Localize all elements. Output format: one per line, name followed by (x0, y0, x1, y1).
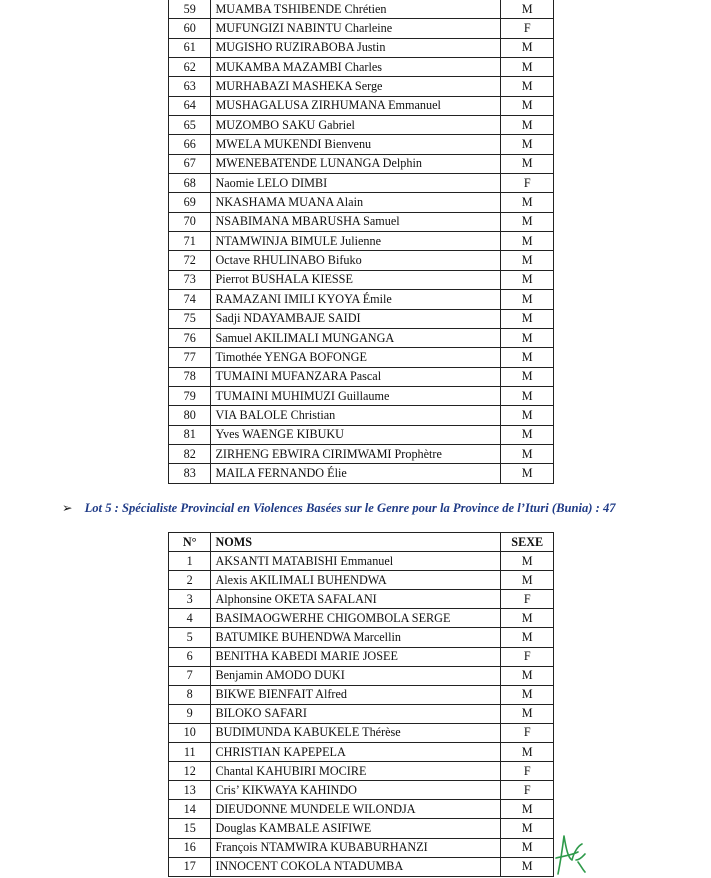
row-name: NSABIMANA MBARUSHA Samuel (211, 212, 501, 231)
row-name: RAMAZANI IMILI KYOYA Émile (211, 290, 501, 309)
row-sex: M (501, 270, 554, 289)
row-sex: M (501, 819, 554, 838)
row-name: Benjamin AMODO DUKI (211, 666, 501, 685)
table-row (169, 328, 554, 347)
row-name: MUSHAGALUSA ZIRHUMANA Emmanuel (211, 96, 501, 115)
row-sex: M (501, 58, 554, 77)
row-sex: M (501, 406, 554, 425)
row-name: VIA BALOLE Christian (211, 406, 501, 425)
row-number: 16 (169, 838, 211, 857)
row-number: 68 (169, 174, 211, 193)
table-row (169, 781, 554, 800)
row-sex: M (501, 685, 554, 704)
row-number: 13 (169, 781, 211, 800)
table-row (169, 348, 554, 367)
row-sex: M (501, 838, 554, 857)
table-row (169, 743, 554, 762)
row-name: Alphonsine OKETA SAFALANI (211, 590, 501, 609)
row-number: 60 (169, 19, 211, 38)
row-name: MAILA FERNANDO Élie (211, 464, 501, 483)
row-sex: F (501, 590, 554, 609)
row-number: 82 (169, 444, 211, 463)
table-row (169, 444, 554, 463)
row-sex: F (501, 723, 554, 742)
row-number: 8 (169, 685, 211, 704)
row-name: Sadji NDAYAMBAJE SAIDI (211, 309, 501, 328)
row-sex: F (501, 174, 554, 193)
table-row (169, 464, 554, 483)
row-number: 70 (169, 212, 211, 231)
table-row (169, 116, 554, 135)
row-number: 77 (169, 348, 211, 367)
row-name: Octave RHULINABO Bifuko (211, 251, 501, 270)
row-name: MUGISHO RUZIRABOBA Justin (211, 38, 501, 57)
table-row (169, 77, 554, 96)
row-name: DIEUDONNE MUNDELE WILONDJA (211, 800, 501, 819)
row-number: 3 (169, 590, 211, 609)
row-sex: M (501, 666, 554, 685)
row-number: 79 (169, 386, 211, 405)
table-row (169, 819, 554, 838)
table-row (169, 19, 554, 38)
row-number: 66 (169, 135, 211, 154)
row-sex: M (501, 571, 554, 590)
row-sex: F (501, 762, 554, 781)
table-row (169, 251, 554, 270)
row-name: CHRISTIAN KAPEPELA (211, 743, 501, 762)
row-sex: M (501, 444, 554, 463)
row-number: 67 (169, 154, 211, 173)
row-name: Naomie LELO DIMBI (211, 174, 501, 193)
row-name: INNOCENT COKOLA NTADUMBA (211, 857, 501, 876)
table-row (169, 0, 554, 19)
row-number: 7 (169, 666, 211, 685)
row-name: TUMAINI MUFANZARA Pascal (211, 367, 501, 386)
row-number: 81 (169, 425, 211, 444)
row-name: MUFUNGIZI NABINTU Charleine (211, 19, 501, 38)
table-row (169, 704, 554, 723)
row-name: MUAMBA TSHIBENDE Chrétien (211, 0, 501, 19)
row-number: 80 (169, 406, 211, 425)
row-sex: M (501, 135, 554, 154)
row-name: BUDIMUNDA KABUKELE Thérèse (211, 723, 501, 742)
table-row (169, 290, 554, 309)
row-name: MWENEBATENDE LUNANGA Delphin (211, 154, 501, 173)
table-row (169, 96, 554, 115)
row-name: Pierrot BUSHALA KIESSE (211, 270, 501, 289)
table-row (169, 666, 554, 685)
row-name: ZIRHENG EBWIRA CIRIMWAMI Prophètre (211, 444, 501, 463)
row-sex: M (501, 609, 554, 628)
lot5-section-heading (62, 500, 702, 516)
row-number: 78 (169, 367, 211, 386)
table-row (169, 723, 554, 742)
row-sex: M (501, 96, 554, 115)
table-row (169, 212, 554, 231)
row-name: Samuel AKILIMALI MUNGANGA (211, 328, 501, 347)
row-sex: M (501, 857, 554, 876)
row-sex: M (501, 348, 554, 367)
header-number: N° (169, 533, 211, 552)
row-sex: M (501, 0, 554, 19)
table-row (169, 193, 554, 212)
table-row (169, 174, 554, 193)
handwritten-signature (552, 830, 588, 876)
row-name: BIKWE BIENFAIT Alfred (211, 685, 501, 704)
row-number: 12 (169, 762, 211, 781)
row-name: MUZOMBO SAKU Gabriel (211, 116, 501, 135)
row-number: 14 (169, 800, 211, 819)
row-number: 76 (169, 328, 211, 347)
row-sex: M (501, 309, 554, 328)
row-name: BENITHA KABEDI MARIE JOSEE (211, 647, 501, 666)
row-number: 83 (169, 464, 211, 483)
row-name: Douglas KAMBALE ASIFIWE (211, 819, 501, 838)
row-number: 65 (169, 116, 211, 135)
table-row (169, 270, 554, 289)
table-row (169, 647, 554, 666)
row-name: MUKAMBA MAZAMBI Charles (211, 58, 501, 77)
table-row (169, 571, 554, 590)
row-name: Alexis AKILIMALI BUHENDWA (211, 571, 501, 590)
row-number: 64 (169, 96, 211, 115)
row-sex: F (501, 19, 554, 38)
row-name: François NTAMWIRA KUBABURHANZI (211, 838, 501, 857)
row-number: 9 (169, 704, 211, 723)
row-sex: M (501, 116, 554, 135)
row-sex: M (501, 154, 554, 173)
row-number: 62 (169, 58, 211, 77)
row-name: NTAMWINJA BIMULE Julienne (211, 232, 501, 251)
table-row (169, 857, 554, 876)
row-name: MURHABAZI MASHEKA Serge (211, 77, 501, 96)
row-sex: M (501, 212, 554, 231)
row-sex: M (501, 38, 554, 57)
table-row (169, 552, 554, 571)
row-sex: M (501, 367, 554, 386)
table-row (169, 309, 554, 328)
row-number: 72 (169, 251, 211, 270)
table-row (169, 838, 554, 857)
row-sex: M (501, 193, 554, 212)
table-row (169, 800, 554, 819)
lot5-title: Lot 5 : Spécialiste Provincial en Violences Basées sur le Genre pour la Province de l’Ituri (Bunia) : 47 (84, 501, 616, 515)
row-number: 69 (169, 193, 211, 212)
row-name: Chantal KAHUBIRI MOCIRE (211, 762, 501, 781)
table-row (169, 406, 554, 425)
row-name: BATUMIKE BUHENDWA Marcellin (211, 628, 501, 647)
row-number: 10 (169, 723, 211, 742)
row-sex: M (501, 425, 554, 444)
row-number: 6 (169, 647, 211, 666)
table-row (169, 590, 554, 609)
row-sex: M (501, 743, 554, 762)
row-number: 61 (169, 38, 211, 57)
row-name: BILOKO SAFARI (211, 704, 501, 723)
table-header-row (169, 533, 554, 552)
header-sex: SEXE (501, 533, 554, 552)
row-sex: M (501, 628, 554, 647)
row-number: 75 (169, 309, 211, 328)
row-sex: M (501, 251, 554, 270)
row-number: 17 (169, 857, 211, 876)
row-sex: F (501, 647, 554, 666)
row-name: TUMAINI MUHIMUZI Guillaume (211, 386, 501, 405)
row-name: NKASHAMA MUANA Alain (211, 193, 501, 212)
row-number: 1 (169, 552, 211, 571)
row-name: Yves WAENGE KIBUKU (211, 425, 501, 444)
table-row (169, 628, 554, 647)
table-row (169, 762, 554, 781)
table-row (169, 38, 554, 57)
row-name: Cris’ KIKWAYA KAHINDO (211, 781, 501, 800)
table-row (169, 425, 554, 444)
row-number: 11 (169, 743, 211, 762)
row-sex: F (501, 781, 554, 800)
table-row (169, 58, 554, 77)
row-number: 63 (169, 77, 211, 96)
row-number: 5 (169, 628, 211, 647)
header-names: NOMS (211, 533, 501, 552)
row-sex: M (501, 552, 554, 571)
candidates-table-lot4-continued (168, 0, 554, 484)
table-row (169, 609, 554, 628)
arrow-bullet-icon: ➢ (62, 501, 73, 515)
table-row (169, 685, 554, 704)
row-name: Timothée YENGA BOFONGE (211, 348, 501, 367)
table-row (169, 232, 554, 251)
candidates-table-lot5 (168, 532, 554, 877)
row-number: 74 (169, 290, 211, 309)
row-number: 71 (169, 232, 211, 251)
row-number: 4 (169, 609, 211, 628)
row-sex: M (501, 800, 554, 819)
table-row (169, 386, 554, 405)
row-name: BASIMAOGWERHE CHIGOMBOLA SERGE (211, 609, 501, 628)
row-name: MWELA MUKENDI Bienvenu (211, 135, 501, 154)
row-sex: M (501, 704, 554, 723)
row-sex: M (501, 77, 554, 96)
row-number: 59 (169, 0, 211, 19)
row-number: 15 (169, 819, 211, 838)
row-name: AKSANTI MATABISHI Emmanuel (211, 552, 501, 571)
row-sex: M (501, 464, 554, 483)
row-sex: M (501, 290, 554, 309)
table-row (169, 154, 554, 173)
row-sex: M (501, 328, 554, 347)
row-number: 2 (169, 571, 211, 590)
table-row (169, 367, 554, 386)
row-sex: M (501, 232, 554, 251)
row-number: 73 (169, 270, 211, 289)
table-row (169, 135, 554, 154)
row-sex: M (501, 386, 554, 405)
